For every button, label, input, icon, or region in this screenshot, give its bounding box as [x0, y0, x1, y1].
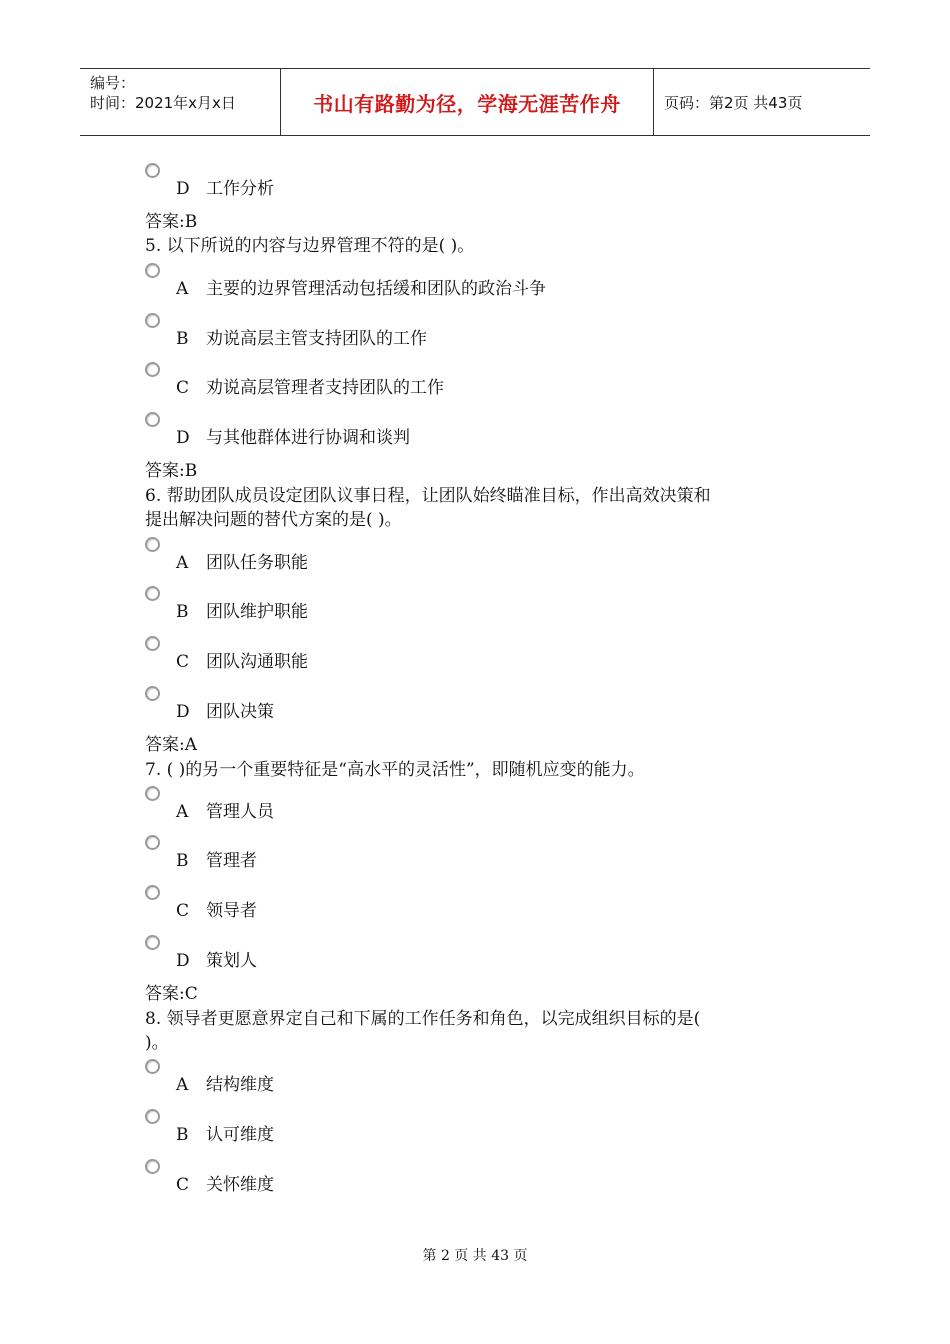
radio-button[interactable] — [145, 935, 160, 950]
option-text: 团队决策 — [206, 702, 274, 722]
radio-button[interactable] — [145, 835, 160, 850]
radio-button[interactable] — [145, 1059, 160, 1074]
option-text: 管理人员 — [206, 802, 274, 822]
option-text: 结构维度 — [206, 1075, 274, 1095]
option-letter: A — [176, 553, 189, 573]
option-letter: B — [176, 851, 189, 871]
option-letter: D — [176, 428, 190, 448]
question-7-option-d[interactable] — [145, 935, 845, 979]
option-letter: B — [176, 1125, 189, 1145]
question-5-answer: 答案:B — [145, 461, 198, 481]
question-8-option-b[interactable] — [145, 1109, 845, 1153]
option-letter: C — [176, 378, 190, 398]
question-7-text: 7. ( )的另一个重要特征是“高水平的灵活性”，即随机应变的能力。 — [145, 760, 645, 780]
radio-button[interactable] — [145, 1109, 160, 1124]
header-motto: 书山有路勤为径，学海无涯苦作舟 — [313, 91, 621, 116]
option-text: 团队任务职能 — [206, 553, 308, 573]
option-text: 与其他群体进行协调和谈判 — [206, 428, 410, 448]
question-5-option-a[interactable] — [145, 263, 845, 307]
option-text: 团队维护职能 — [206, 602, 308, 622]
option-text: 劝说高层主管支持团队的工作 — [206, 329, 427, 349]
option-letter: D — [176, 702, 190, 722]
option-text: 团队沟通职能 — [206, 652, 308, 672]
option-letter: C — [176, 652, 190, 672]
page-footer: 第 2 页 共 43 页 — [422, 1248, 528, 1264]
option-text: 劝说高层管理者支持团队的工作 — [206, 378, 444, 398]
option-letter: C — [176, 1175, 190, 1195]
option-text: 领导者 — [206, 901, 257, 921]
option-d-prev[interactable] — [145, 163, 845, 207]
question-8-option-a[interactable] — [145, 1059, 845, 1103]
option-letter: B — [176, 329, 189, 349]
radio-button[interactable] — [145, 412, 160, 427]
radio-button[interactable] — [145, 586, 160, 601]
option-letter: A — [176, 802, 189, 822]
question-8-text-line-1: 8. 领导者更愿意界定自己和下属的工作任务和角色，以完成组织目标的是( — [145, 1009, 701, 1029]
question-8-text-line-2: )。 — [145, 1033, 169, 1053]
option-text: 策划人 — [206, 951, 257, 971]
radio-button[interactable] — [145, 537, 160, 552]
question-5-option-b[interactable] — [145, 313, 845, 357]
option-letter: A — [176, 1075, 189, 1095]
radio-button[interactable] — [145, 362, 160, 377]
option-letter: A — [176, 279, 189, 299]
question-6-option-a[interactable] — [145, 537, 845, 581]
question-6-option-c[interactable] — [145, 636, 845, 680]
option-letter: D — [176, 951, 190, 971]
question-7-option-b[interactable] — [145, 835, 845, 879]
radio-button[interactable] — [145, 686, 160, 701]
option-text: 关怀维度 — [206, 1175, 274, 1195]
option-letter: B — [176, 602, 189, 622]
radio-button[interactable] — [145, 313, 160, 328]
question-7-option-a[interactable] — [145, 786, 845, 830]
question-7-option-c[interactable] — [145, 885, 845, 929]
option-text: 主要的边界管理活动包括缓和团队的政治斗争 — [206, 279, 546, 299]
page-header — [80, 68, 870, 136]
question-5-option-d[interactable] — [145, 412, 845, 456]
option-text: 工作分析 — [206, 179, 274, 199]
header-page-info: 页码：第2页 共43页 — [664, 93, 803, 112]
radio-button[interactable] — [145, 786, 160, 801]
radio-button[interactable] — [145, 263, 160, 278]
radio-button[interactable] — [145, 1159, 160, 1174]
question-5-option-c[interactable] — [145, 362, 845, 406]
question-6-text-line-1: 6. 帮助团队成员设定团队议事日程，让团队始终瞄准目标，作出高效决策和 — [145, 486, 711, 506]
radio-button[interactable] — [145, 636, 160, 651]
doc-date: 时间：2021年x月x日 — [90, 94, 236, 112]
option-letter: C — [176, 901, 190, 921]
radio-button[interactable] — [145, 163, 160, 178]
header-motto-cell — [281, 69, 654, 135]
radio-button[interactable] — [145, 885, 160, 900]
answer-prev: 答案:B — [145, 212, 198, 232]
question-8-option-c[interactable] — [145, 1159, 845, 1203]
question-6-option-d[interactable] — [145, 686, 845, 730]
doc-number-label: 编号： — [90, 74, 136, 92]
header-meta — [80, 69, 281, 135]
question-5-text: 5. 以下所说的内容与边界管理不符的是( )。 — [145, 236, 475, 256]
option-text: 认可维度 — [206, 1125, 274, 1145]
option-text: 管理者 — [206, 851, 257, 871]
question-7-answer: 答案:C — [145, 984, 198, 1004]
question-6-text-line-2: 提出解决问题的替代方案的是( )。 — [145, 510, 402, 530]
option-letter: D — [176, 179, 190, 199]
question-6-answer: 答案:A — [145, 735, 198, 755]
question-6-option-b[interactable] — [145, 586, 845, 630]
